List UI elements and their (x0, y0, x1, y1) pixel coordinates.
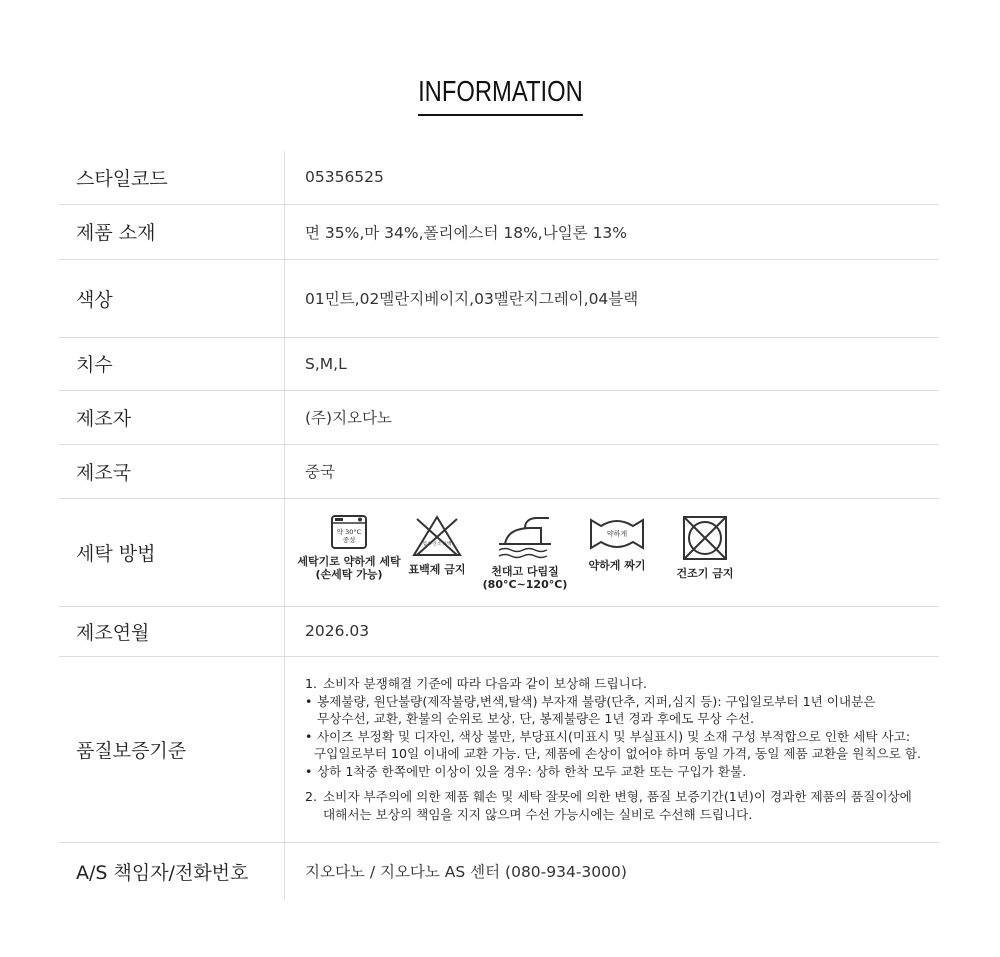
size-value: S,M,L (285, 337, 940, 390)
row-style-code (59, 151, 939, 204)
quality-text-2: 소비자 부주의에 의한 제품 훼손 및 세탁 잘못에 의한 변형, 품질 보증기간(1년)이 경과한 제품의 품질이상에 (323, 789, 912, 804)
wash-neutral-text: 중성 (342, 535, 356, 544)
country-label: 제조국 (59, 444, 285, 498)
style-code-value: 05356525 (285, 151, 940, 204)
size-label: 치수 (59, 337, 285, 390)
quality-bullet-line: 무상수선, 교환, 환불의 순위로 보상. 단, 봉제불량은 1년 경과 후에도 무상 수선. (317, 711, 755, 726)
quality-value (285, 656, 940, 842)
quality-bullet (305, 728, 939, 763)
row-maker (59, 390, 939, 444)
color-value: 01민트,02멜란지베이지,03멜란지그레이,04블랙 (285, 259, 940, 337)
care-wash (297, 514, 401, 581)
wring-text: 약하게 (606, 529, 628, 538)
care-bleach-label: 표백제 금지 (408, 562, 466, 576)
bleach-text: 염소·산소 표백 (422, 541, 452, 547)
date-label: 제조연월 (59, 606, 285, 656)
as-value: 지오다노 / 지오다노 AS 센터 (080-934-3000) (305, 863, 627, 882)
style-code-label: 스타일코드 (59, 151, 285, 204)
as-label: A/S 책임자/전화번호 (59, 842, 285, 900)
material-label: 제품 소재 (59, 204, 285, 259)
care-dry (657, 514, 753, 580)
row-date (59, 606, 939, 656)
row-as (59, 842, 939, 900)
quality-bullet-line: 구입일로부터 10일 이내에 교환 가능. 단, 제품에 손상이 없어야 하며 동일 가격, 동일 제품 교환을 원칙으로 함. (314, 746, 922, 761)
color-label: 색상 (59, 259, 285, 337)
quality-text-1: 소비자 분쟁해결 기준에 따라 다음과 같이 보상해 드립니다. (323, 676, 647, 691)
quality-bullet (305, 693, 939, 728)
quality-text (305, 675, 939, 823)
gentle-wring-icon (587, 514, 647, 554)
page-title: INFORMATION (418, 72, 583, 116)
row-material (59, 204, 939, 259)
wash-30c-icon (330, 514, 368, 550)
quality-bullet-line: • 봉제불량, 원단불량(제작불량,변색,탈색) 부자재 불량(단추, 지퍼,심지 등): 구입일로부터 1년 이내분은 (317, 693, 876, 709)
maker-value: (주)지오다노 (285, 390, 940, 444)
quality-bullet (305, 763, 939, 781)
maker-label: 제조자 (59, 390, 285, 444)
material-value: 면 35%,마 34%,폴리에스터 18%,나일론 13% (285, 204, 940, 259)
date-value: 2026.03 (285, 606, 940, 656)
quality-item-1 (305, 675, 939, 693)
quality-bullet-line: • 상하 1착중 한쪽에만 이상이 있을 경우: 상하 한착 모두 교환 또는 구입가 환불. (317, 763, 747, 779)
row-country (59, 444, 939, 498)
quality-item-2 (305, 788, 939, 806)
info-table (59, 151, 939, 900)
washing-label: 세탁 방법 (59, 498, 285, 606)
row-quality (59, 656, 939, 842)
no-tumble-dry-icon (681, 514, 729, 562)
quality-num-1: 1. (305, 676, 318, 691)
row-color (59, 259, 939, 337)
title-wrap (0, 72, 1000, 116)
country-value: 중국 (285, 444, 940, 498)
care-wring-label: 약하게 짜기 (588, 558, 646, 572)
row-washing (59, 498, 939, 606)
quality-num-2: 2. (305, 789, 318, 804)
quality-label: 품질보증기준 (59, 656, 285, 842)
wash-temp-text: 약 30°C (336, 527, 362, 536)
care-iron (473, 514, 577, 591)
care-wash-label: 세탁기로 약하게 세탁 (손세탁 가능) (297, 554, 401, 581)
washing-value (285, 498, 940, 606)
care-bleach (401, 514, 473, 576)
no-bleach-icon (411, 514, 463, 558)
quality-bullets (305, 693, 939, 781)
care-icons (297, 514, 939, 591)
row-size (59, 337, 939, 390)
iron-cloth-icon (495, 514, 555, 560)
care-wring (577, 514, 657, 572)
care-dry-label: 건조기 금지 (676, 566, 734, 580)
quality-text-2-cont: 대해서는 보상의 책임을 지지 않으며 수선 가능시에는 실비로 수선해 드립니다. (323, 806, 753, 822)
quality-bullet-line: • 사이즈 부정확 및 디자인, 색상 불만, 부당표시(미표시 및 부실표시) 및 소재 구성 부적합으로 인한 세탁 사고: (317, 728, 911, 744)
spacer (305, 780, 939, 788)
care-iron-label: 천대고 다림질 (80°C~120°C) (482, 564, 568, 591)
